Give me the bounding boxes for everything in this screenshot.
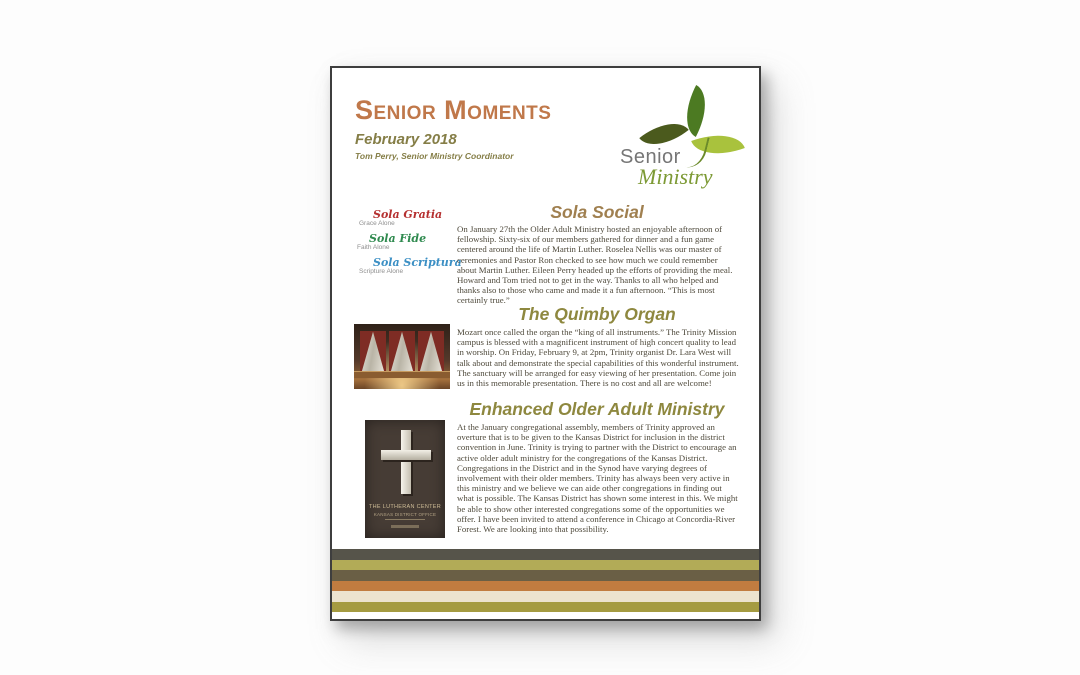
- solas-graphic: [357, 208, 462, 300]
- footer-stripe: [332, 549, 759, 560]
- newsletter-title: Senior Moments: [355, 95, 552, 125]
- footer-stripe: [332, 602, 759, 613]
- sola-fide-sub: Faith Alone: [357, 244, 390, 251]
- article-title-quimby-organ: The Quimby Organ: [518, 304, 676, 324]
- footer-stripe: [332, 570, 759, 581]
- logo-text-ministry: Ministry: [638, 164, 713, 189]
- footer-stripe: [332, 581, 759, 592]
- article-title-sola-social: Sola Social: [550, 202, 644, 222]
- sign-line1: THE LUTHERAN CENTER: [368, 504, 441, 510]
- sola-gratia-item: [359, 208, 449, 227]
- sola-gratia-label: Sola Gratia: [373, 208, 443, 221]
- article-body-quimby-organ: Mozart once called the organ the “king of all instruments.” The Trinity Mission campus is blessed with a magnificent instrument of high concert quality to lead in worship. On Friday, February 9, at 2pm, Trinity organist Dr. Lara West will talk about and demonstrate the special capabilities of this wonderful instrument. The sanctuary will be arranged for easy viewing of her presentation. Come join us in this memorable presentation. There is no cost and all are welcome!: [457, 327, 739, 389]
- senior-ministry-logo: [620, 88, 752, 196]
- organ-photo: [354, 324, 450, 389]
- sola-scriptura-item: [359, 256, 462, 275]
- issue-date: February 2018: [355, 131, 457, 148]
- sola-gratia-sub: Grace Alone: [359, 220, 395, 227]
- sign-divider: [385, 519, 425, 520]
- sign-small-text: [391, 525, 419, 528]
- sign-line2: KANSAS DISTRICT OFFICE: [373, 512, 437, 517]
- newsletter-page: [330, 66, 761, 621]
- organ-pipes-icon: [389, 331, 415, 371]
- article-body-sola-social: On January 27th the Older Adult Ministry hosted an enjoyable afternoon of fellowship. Sixty-six of our members gathered for dinner and a fun game centered around the life of Martin Luther. Roselea Nellis was our master of ceremonies and Pastor Ron checked to see how much we could remember about Martin Luther. Eileen Perry headed up the efforts of providing the meal. Howard and Tom tried not to get in the way. Thanks to all who helped and thanks also to those who came and made it a fun afternoon. “This is most certainly true.”: [457, 224, 733, 306]
- cross-icon: [401, 430, 411, 494]
- article-title-older-adult-ministry: Enhanced Older Adult Ministry: [469, 399, 725, 419]
- byline: Tom Perry, Senior Ministry Coordinator: [355, 151, 514, 161]
- article-body-older-adult-ministry: At the January congregational assembly, members of Trinity approved an overture that is to be given to the Kansas District for inclusion in the district convention in June. Trinity is trying to partner with the District to encourage an active older adult ministry for the congregations of the Kansas District. Congregations in the District and in the Synod have varying degrees of involvement with their older members. Trinity has always been very active in this ministry and we believe we can aide other congregations in finding out what is possible. The Kansas District has shown some interest in this. We might be able to show other interested congregations some of the opportunities we offer. I have been invited to attend a conference in Chicago at Concordia-River Forest. We are looking into that possibility.: [457, 422, 738, 535]
- footer-stripes: [332, 549, 759, 612]
- logo-text-senior: Senior: [620, 146, 681, 168]
- sola-fide-item: [357, 232, 449, 251]
- lutheran-center-sign-photo: [365, 420, 445, 538]
- sola-scriptura-sub: Scripture Alone: [359, 268, 404, 275]
- footer-stripe: [332, 560, 759, 571]
- footer-stripe: [332, 591, 759, 602]
- cross-icon: [381, 450, 431, 460]
- sola-scriptura-label: Sola Scriptura: [373, 256, 462, 269]
- organ-pipes-icon: [360, 331, 386, 371]
- organ-ledge: [354, 371, 450, 378]
- sola-fide-label: Sola Fide: [369, 232, 427, 245]
- organ-pipes-icon: [418, 331, 444, 371]
